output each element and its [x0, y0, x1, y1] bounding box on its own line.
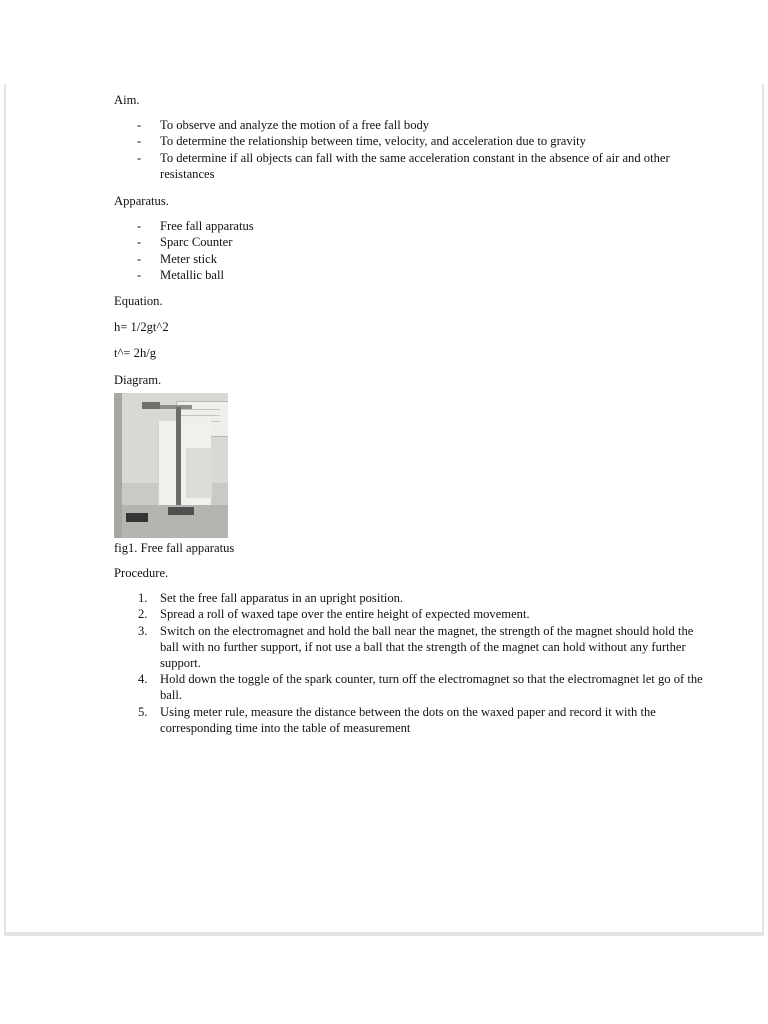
document-page [6, 84, 762, 932]
list-item: - Sparc Counter [137, 235, 233, 250]
list-item: - Meter stick [137, 251, 218, 266]
list-item: - To determine if all objects can fall with the same acceleration constant in the absence of air and other resistances [137, 150, 670, 181]
list-item: - To observe and analyze the motion of a free fall body [137, 118, 430, 133]
free-fall-apparatus-photo [114, 393, 228, 538]
step-number: 2. [138, 607, 148, 622]
step-number: 5. [138, 704, 148, 719]
step-number: 1. [138, 591, 148, 606]
step-number: 4. [138, 672, 148, 687]
list-item: 3. Switch on the electromagnet and hold the ball near the magnet, the strength of the magnet should hold the ball with no further support, if not use a ball that the strength of the magnet can hold without any further support. [138, 623, 694, 671]
figure-caption: fig1. Free fall apparatus [114, 540, 235, 555]
document-content [114, 92, 714, 736]
aim-list [114, 117, 714, 182]
dash-marker: - [137, 267, 142, 282]
list-item: 2. Spread a roll of waxed tape over the entire height of expected movement. [138, 607, 530, 622]
list-item: - To determine the relationship between time, velocity, and acceleration due to gravity [137, 134, 586, 149]
list-item: - Free fall apparatus [137, 219, 254, 234]
dash-marker: - [137, 134, 142, 149]
list-item: 5. Using meter rule, measure the distance between the dots on the waxed paper and record it with the corresponding time into the table of measurement [138, 704, 656, 735]
apparatus-list [114, 218, 714, 283]
procedure-heading: Procedure. [114, 566, 169, 581]
list-item: 1. Set the free fall apparatus in an upright position. [138, 591, 404, 606]
dash-marker: - [137, 235, 142, 250]
dash-marker: - [137, 150, 142, 165]
dash-marker: - [137, 251, 142, 266]
list-item: - Metallic ball [137, 267, 224, 282]
diagram-heading: Diagram. [114, 372, 162, 387]
step-number: 3. [138, 623, 148, 638]
equation-line: t^= 2h/g [114, 346, 157, 361]
dash-marker: - [137, 219, 142, 234]
equation-line: h= 1/2gt^2 [114, 320, 169, 335]
procedure-list [114, 590, 714, 736]
apparatus-heading: Apparatus. [114, 194, 169, 209]
aim-heading: Aim. [114, 93, 140, 107]
dash-marker: - [137, 118, 142, 133]
equation-heading: Equation. [114, 294, 163, 309]
list-item: 4. Hold down the toggle of the spark counter, turn off the electromagnet so that the electromagnet let go of the ball. [138, 672, 703, 703]
